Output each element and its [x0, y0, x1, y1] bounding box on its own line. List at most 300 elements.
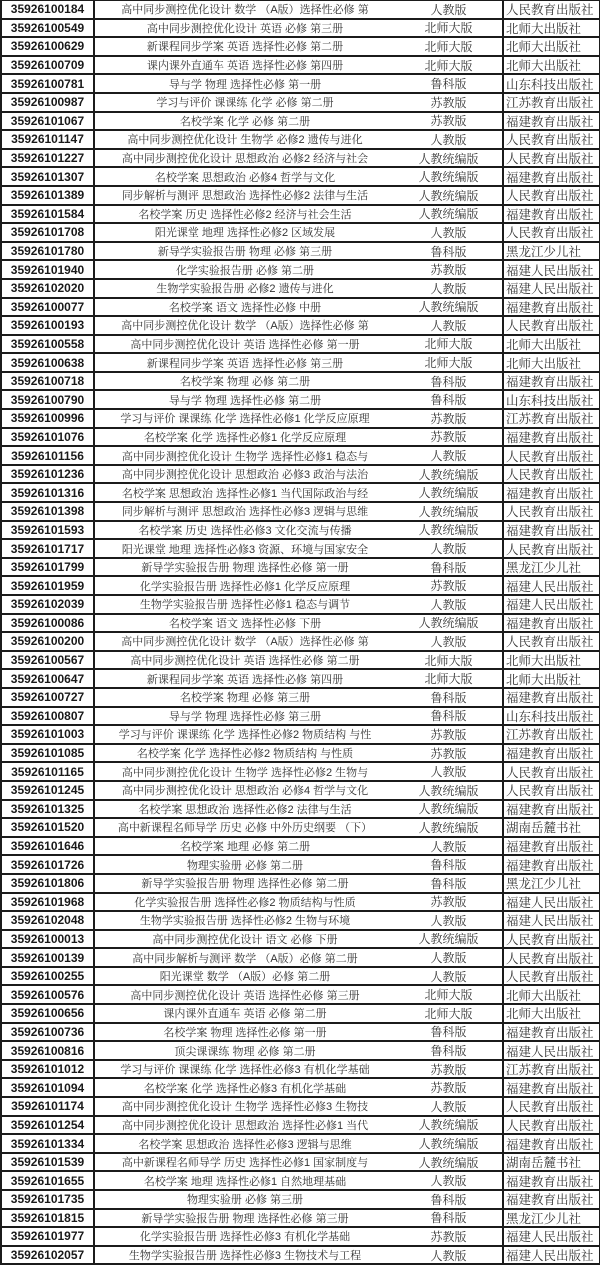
book-id-cell: 35926101389 — [0, 187, 95, 204]
book-version-cell: 人教版 — [430, 449, 467, 464]
book-title-cell: 新课程同步学案 英语 选择性必修 第二册 — [146, 41, 344, 54]
book-title-cell: 化学实验报告册 选择性必修3 有机化学基础 — [139, 1231, 351, 1244]
publisher-cell: 人民教育出版社 — [502, 633, 599, 650]
book-title-cell: 高中同步测控优化设计 生物学 选择性必修2 生物与 — [121, 766, 369, 779]
book-version-cell: 苏教版 — [430, 95, 467, 110]
publisher-cell: 人民教育出版社 — [502, 224, 599, 241]
book-version-cell: 鲁科版 — [430, 77, 467, 92]
table-row — [0, 1061, 599, 1080]
table-row — [0, 559, 599, 578]
publisher-cell: 福建教育出版社 — [502, 168, 599, 185]
table-row — [0, 615, 599, 634]
book-id-cell: 35926100647 — [0, 670, 95, 687]
table-row — [0, 801, 599, 820]
book-title-cell: 导与学 物理 选择性必修 第二册 — [168, 394, 322, 407]
book-id-cell: 35926101520 — [0, 819, 95, 836]
table-row — [0, 410, 599, 429]
table-row — [0, 75, 599, 94]
table-row — [0, 243, 599, 262]
table-row — [0, 466, 599, 485]
book-version-cell: 鲁科版 — [430, 690, 467, 705]
book-version-cell: 人教统编版 — [418, 170, 479, 185]
table-row — [0, 968, 599, 987]
publisher-cell: 人民教育出版社 — [502, 949, 599, 966]
table-row — [0, 856, 599, 875]
table-row — [0, 1135, 599, 1154]
book-title-cell: 名校学案 地理 必修 第二册 — [179, 841, 311, 854]
book-title-cell: 阳光课堂 地理 选择性必修2 区域发展 — [154, 227, 336, 240]
publisher-cell: 福建教育出版社 — [502, 801, 599, 818]
book-version-cell: 苏教版 — [430, 1062, 467, 1077]
publisher-cell: 人民教育出版社 — [502, 763, 599, 780]
book-title-cell: 高中同步测控优化设计 英语 选择性必修 第三册 — [130, 989, 360, 1002]
book-title-cell: 高中同步测控优化设计 生物学 必修2 遗传与进化 — [127, 134, 363, 147]
publisher-cell: 人民教育出版社 — [502, 968, 599, 985]
book-version-cell: 人教统编版 — [418, 616, 479, 631]
book-id-cell: 35926101236 — [0, 466, 95, 483]
book-id-cell: 35926101325 — [0, 801, 95, 818]
publisher-cell: 江苏教育出版社 — [502, 1061, 599, 1078]
book-version-cell: 苏教版 — [430, 430, 467, 445]
table-row — [0, 1098, 599, 1117]
book-version-cell: 人教版 — [430, 839, 467, 854]
book-version-cell: 人教统编版 — [418, 188, 479, 203]
table-row — [0, 1172, 599, 1191]
publisher-cell: 北师大出版社 — [502, 670, 599, 687]
book-version-cell: 鲁科版 — [430, 1044, 467, 1059]
table-row — [0, 280, 599, 299]
book-id-cell: 35926100193 — [0, 317, 95, 334]
table-row — [0, 1154, 599, 1173]
book-title-cell: 高中同步测控优化设计 英语 选择性必修 第二册 — [130, 655, 360, 668]
book-id-cell: 35926101254 — [0, 1117, 95, 1134]
book-title-cell: 高中同步测控优化设计 数学 （A版）选择性必修 第 — [121, 4, 369, 17]
table-row — [0, 540, 599, 559]
table-row — [0, 949, 599, 968]
book-id-cell: 35926100781 — [0, 75, 95, 92]
book-version-cell: 人教版 — [430, 225, 467, 240]
publisher-cell: 福建教育出版社 — [502, 856, 599, 873]
book-id-cell: 35926100790 — [0, 391, 95, 408]
publisher-cell: 福建教育出版社 — [502, 522, 599, 539]
book-title-cell: 生物学实验报告册 选择性必修3 生物技术与工程 — [128, 1250, 362, 1263]
book-version-cell: 人教版 — [430, 1099, 467, 1114]
publisher-cell: 人民教育出版社 — [502, 782, 599, 799]
book-title-cell: 名校学案 思想政治 选择性必修2 法律与生活 — [138, 803, 352, 816]
book-title-cell: 物理实验册 必修 第二册 — [186, 859, 304, 872]
book-title-cell: 高中同步测控优化设计 数学 （A版）选择性必修 第 — [121, 320, 369, 333]
publisher-cell: 福建教育出版社 — [502, 615, 599, 632]
publisher-cell: 北师大出版社 — [502, 652, 599, 669]
table-row — [0, 912, 599, 931]
book-version-cell: 人教统编版 — [418, 207, 479, 222]
table-row — [0, 1247, 599, 1264]
book-id-cell: 35926100816 — [0, 1042, 95, 1059]
table-row — [0, 206, 599, 225]
publisher-cell: 江苏教育出版社 — [502, 726, 599, 743]
publisher-cell: 黑龙江少儿社 — [502, 1210, 599, 1227]
table-row — [0, 354, 599, 373]
publisher-cell: 福建教育出版社 — [502, 1135, 599, 1152]
book-version-cell: 人教版 — [430, 597, 467, 612]
book-id-cell: 35926101584 — [0, 206, 95, 223]
book-title-cell: 学习与评价 课课练 化学 必修 第二册 — [156, 97, 334, 110]
publisher-cell: 福建教育出版社 — [502, 206, 599, 223]
table-row — [0, 1, 599, 20]
book-title-cell: 名校学案 语文 选择性必修 下册 — [168, 617, 322, 630]
book-title-cell: 化学实验报告册 必修 第二册 — [175, 264, 315, 277]
book-title-cell: 名校学案 思想政治 选择性必修1 当代国际政治与经 — [121, 487, 369, 500]
book-title-cell: 阳光课堂 地理 选择性必修3 资源、环境与国家安全 — [121, 543, 369, 556]
book-title-cell: 高中新课程名师导学 历史 必修 中外历史纲要 （下） — [117, 822, 373, 835]
book-title-cell: 名校学案 化学 选择性必修3 有机化学基础 — [143, 1082, 347, 1095]
table-row — [0, 1079, 599, 1098]
publisher-cell: 人民教育出版社 — [502, 317, 599, 334]
book-id-cell: 35926101940 — [0, 261, 95, 278]
publisher-cell: 北师大出版社 — [502, 57, 599, 74]
book-title-cell: 新导学实验报告册 物理 选择性必修 第一册 — [141, 562, 349, 575]
table-row — [0, 838, 599, 857]
book-version-cell: 鲁科版 — [430, 1192, 467, 1207]
publisher-cell: 福建教育出版社 — [502, 745, 599, 762]
book-version-cell: 人教版 — [430, 281, 467, 296]
book-version-cell: 人教统编版 — [418, 467, 479, 482]
book-version-cell: 苏教版 — [430, 895, 467, 910]
table-row — [0, 1191, 599, 1210]
publisher-cell: 人民教育出版社 — [502, 150, 599, 167]
table-row — [0, 299, 599, 318]
book-id-cell: 35926101012 — [0, 1061, 95, 1078]
publisher-cell: 北师大出版社 — [502, 986, 599, 1003]
book-id-cell: 35926100576 — [0, 986, 95, 1003]
book-title-cell: 名校学案 物理 必修 第三册 — [179, 692, 311, 705]
table-row — [0, 429, 599, 448]
book-title-cell: 导与学 物理 选择性必修 第三册 — [168, 710, 322, 723]
book-id-cell: 35926101085 — [0, 745, 95, 762]
publisher-cell: 福建教育出版社 — [502, 689, 599, 706]
table-row — [0, 1042, 599, 1061]
book-title-cell: 名校学案 语文 选择性必修 中册 — [168, 301, 322, 314]
publisher-cell: 福建人民出版社 — [502, 1228, 599, 1245]
publisher-cell: 北师大出版社 — [502, 38, 599, 55]
publisher-cell: 北师大出版社 — [502, 1005, 599, 1022]
book-version-cell: 鲁科版 — [430, 393, 467, 408]
book-version-cell: 人教版 — [430, 951, 467, 966]
table-row — [0, 168, 599, 187]
book-title-cell: 化学实验报告册 选择性必修2 物质结构与性质 — [134, 896, 356, 909]
book-id-cell: 35926100807 — [0, 708, 95, 725]
book-title-cell: 名校学案 物理 选择性必修 第一册 — [163, 1026, 327, 1039]
book-title-cell: 高中同步测控优化设计 语文 必修 下册 — [152, 933, 338, 946]
table-row — [0, 484, 599, 503]
book-title-cell: 导与学 物理 选择性必修 第一册 — [168, 78, 322, 91]
book-id-cell: 35926102057 — [0, 1247, 95, 1264]
book-id-cell: 35926102020 — [0, 280, 95, 297]
publisher-cell: 福建人民出版社 — [502, 261, 599, 278]
book-version-cell: 苏教版 — [430, 1229, 467, 1244]
book-version-cell: 人教版 — [430, 318, 467, 333]
publisher-cell: 福建人民出版社 — [502, 1042, 599, 1059]
book-version-cell: 人教版 — [430, 1174, 467, 1189]
publisher-cell: 福建人民出版社 — [502, 577, 599, 594]
publisher-cell: 北师大出版社 — [502, 354, 599, 371]
book-title-cell: 新导学实验报告册 物理 必修 第三册 — [157, 246, 333, 259]
publisher-cell: 福建教育出版社 — [502, 484, 599, 501]
publisher-cell: 黑龙江少儿社 — [502, 875, 599, 892]
book-version-cell: 鲁科版 — [430, 560, 467, 575]
book-version-cell: 北师大版 — [424, 21, 473, 36]
book-id-cell: 35926101076 — [0, 429, 95, 446]
publisher-cell: 山东科技出版社 — [502, 391, 599, 408]
publisher-cell: 人民教育出版社 — [502, 1098, 599, 1115]
publisher-cell: 山东科技出版社 — [502, 708, 599, 725]
table-row — [0, 894, 599, 913]
publisher-cell: 北师大出版社 — [502, 336, 599, 353]
book-version-cell: 北师大版 — [424, 39, 473, 54]
book-id-cell: 35926100255 — [0, 968, 95, 985]
publisher-cell: 福建教育出版社 — [502, 1172, 599, 1189]
book-version-cell: 人教统编版 — [418, 486, 479, 501]
book-version-cell: 北师大版 — [424, 58, 473, 73]
book-version-cell: 北师大版 — [424, 1006, 473, 1021]
table-row — [0, 652, 599, 671]
book-id-cell: 35926101174 — [0, 1098, 95, 1115]
book-id-cell: 35926101539 — [0, 1154, 95, 1171]
book-id-cell: 35926101717 — [0, 540, 95, 557]
book-id-cell: 35926100086 — [0, 615, 95, 632]
book-title-cell: 物理实验册 必修 第三册 — [186, 1194, 304, 1207]
book-id-cell: 35926101398 — [0, 503, 95, 520]
book-id-cell: 35926100996 — [0, 410, 95, 427]
book-title-cell: 同步解析与测评 思想政治 选择性必修3 逻辑与思维 — [121, 506, 369, 519]
book-version-cell: 苏教版 — [430, 411, 467, 426]
book-title-cell: 高中同步测控优化设计 思想政治 必修4 哲学与文化 — [121, 785, 369, 798]
book-title-cell: 高中同步解析与测评 数学 （A版）必修 第二册 — [132, 952, 358, 965]
publisher-cell: 福建教育出版社 — [502, 1024, 599, 1041]
book-version-cell: 人教版 — [430, 765, 467, 780]
book-title-cell: 化学实验报告册 选择性必修1 化学反应原理 — [139, 580, 351, 593]
book-title-cell: 新导学实验报告册 物理 选择性必修 第三册 — [141, 1212, 349, 1225]
publisher-cell: 福建教育出版社 — [502, 838, 599, 855]
book-version-cell: 北师大版 — [424, 356, 473, 371]
book-title-cell: 学习与评价 课课练 化学 选择性必修2 物质结构 与性 — [118, 729, 372, 742]
book-id-cell: 35926100629 — [0, 38, 95, 55]
book-version-cell: 人教版 — [430, 1248, 467, 1263]
book-id-cell: 35926101708 — [0, 224, 95, 241]
publisher-cell: 湖南岳麓书社 — [502, 819, 599, 836]
book-title-cell: 生物学实验报告册 选择性必修2 生物与环境 — [139, 915, 351, 928]
book-title-cell: 学习与评价 课课练 化学 选择性必修3 有机化学基础 — [120, 1064, 370, 1077]
publisher-cell: 山东科技出版社 — [502, 75, 599, 92]
book-version-cell: 人教统编版 — [418, 504, 479, 519]
book-version-cell: 人教版 — [430, 132, 467, 147]
table-row — [0, 1117, 599, 1136]
book-id-cell: 35926101307 — [0, 168, 95, 185]
table-row — [0, 94, 599, 113]
table-row — [0, 726, 599, 745]
book-version-cell: 鲁科版 — [430, 709, 467, 724]
book-title-cell: 高中同步测控优化设计 思想政治 选择性必修1 当代 — [121, 1119, 369, 1132]
book-title-cell: 高中同步测控优化设计 数学 （A版）选择性必修 第 — [121, 636, 369, 649]
book-version-cell: 人教统编版 — [418, 1137, 479, 1152]
book-version-cell: 鲁科版 — [430, 1025, 467, 1040]
book-version-cell: 人教统编版 — [418, 523, 479, 538]
book-id-cell: 35926100558 — [0, 336, 95, 353]
publisher-cell: 人民教育出版社 — [502, 540, 599, 557]
book-version-cell: 北师大版 — [424, 653, 473, 668]
book-title-cell: 名校学案 化学 选择性必修1 化学反应原理 — [143, 431, 347, 444]
book-id-cell: 35926100200 — [0, 633, 95, 650]
table-row — [0, 1228, 599, 1247]
book-title-cell: 新课程同步学案 英语 选择性必修 第三册 — [146, 357, 344, 370]
book-title-cell: 顶尖课课练 物理 必修 第二册 — [174, 1045, 316, 1058]
table-row — [0, 503, 599, 522]
book-id-cell: 35926101147 — [0, 131, 95, 148]
book-id-cell: 35926100709 — [0, 57, 95, 74]
table-row — [0, 336, 599, 355]
book-version-cell: 人教版 — [430, 2, 467, 17]
publisher-cell: 人民教育出版社 — [502, 931, 599, 948]
publisher-cell: 黑龙江少儿社 — [502, 559, 599, 576]
table-row — [0, 1005, 599, 1024]
book-version-cell: 人教统编版 — [418, 1118, 479, 1133]
publisher-cell: 人民教育出版社 — [502, 447, 599, 464]
table-row — [0, 1024, 599, 1043]
book-title-cell: 名校学案 历史 选择性必修3 文化交流与传播 — [138, 524, 352, 537]
book-title-cell: 名校学案 地理 选择性必修1 自然地理基础 — [143, 1175, 347, 1188]
book-id-cell: 35926101165 — [0, 763, 95, 780]
table-row — [0, 596, 599, 615]
book-title-cell: 新课程同步学案 英语 选择性必修 第四册 — [146, 673, 344, 686]
table-row — [0, 317, 599, 336]
table-row — [0, 57, 599, 76]
publisher-cell: 湖南岳麓书社 — [502, 1154, 599, 1171]
book-id-cell: 35926102039 — [0, 596, 95, 613]
book-version-cell: 鲁科版 — [430, 1211, 467, 1226]
book-id-cell: 35926101156 — [0, 447, 95, 464]
table-row — [0, 819, 599, 838]
table-row — [0, 522, 599, 541]
book-version-cell: 北师大版 — [424, 672, 473, 687]
book-version-cell: 苏教版 — [430, 727, 467, 742]
book-title-cell: 新导学实验报告册 物理 选择性必修 第二册 — [141, 878, 349, 891]
book-id-cell: 35926100987 — [0, 94, 95, 111]
table-row — [0, 224, 599, 243]
book-id-cell: 35926101968 — [0, 894, 95, 911]
book-version-cell: 人教版 — [430, 542, 467, 557]
book-title-cell: 课内课外直通车 英语 选择性必修 第四册 — [146, 60, 344, 73]
book-id-cell: 35926100184 — [0, 1, 95, 18]
book-id-cell: 35926101227 — [0, 150, 95, 167]
book-title-cell: 生物学实验报告册 必修2 遗传与进化 — [156, 283, 334, 296]
book-title-cell: 阳光课堂 数学 （A版）必修 第二册 — [159, 971, 331, 984]
book-title-cell: 名校学案 思想政治 必修4 哲学与文化 — [154, 171, 336, 184]
book-id-cell: 35926101726 — [0, 856, 95, 873]
publisher-cell: 福建教育出版社 — [502, 1191, 599, 1208]
publisher-cell: 福建教育出版社 — [502, 299, 599, 316]
table-row — [0, 447, 599, 466]
publisher-cell: 福建教育出版社 — [502, 1079, 599, 1096]
table-row — [0, 113, 599, 132]
book-id-cell: 35926100567 — [0, 652, 95, 669]
table-row — [0, 745, 599, 764]
book-version-cell: 鲁科版 — [430, 374, 467, 389]
book-version-cell: 北师大版 — [424, 337, 473, 352]
table-row — [0, 633, 599, 652]
book-version-cell: 苏教版 — [430, 746, 467, 761]
book-id-cell: 35926101806 — [0, 875, 95, 892]
book-title-cell: 学习与评价 课课练 化学 选择性必修1 化学反应原理 — [120, 413, 370, 426]
book-id-cell: 35926100139 — [0, 949, 95, 966]
publisher-cell: 人民教育出版社 — [502, 131, 599, 148]
table-row — [0, 131, 599, 150]
book-title-cell: 高中新课程名师导学 历史 选择性必修1 国家制度与 — [121, 1157, 369, 1170]
book-id-cell: 35926100077 — [0, 299, 95, 316]
book-id-cell: 35926101959 — [0, 577, 95, 594]
publisher-cell: 人民教育出版社 — [502, 503, 599, 520]
book-title-cell: 高中同步测控优化设计 生物学 选择性必修3 生物技 — [121, 1101, 369, 1114]
table-row — [0, 782, 599, 801]
book-id-cell: 35926101593 — [0, 522, 95, 539]
book-title-cell: 名校学案 化学 选择性必修2 物质结构 与性质 — [136, 748, 354, 761]
book-title-cell: 同步解析与测评 思想政治 选择性必修2 法律与生活 — [121, 190, 369, 203]
book-version-cell: 苏教版 — [430, 263, 467, 278]
publisher-cell: 福建教育出版社 — [502, 429, 599, 446]
table-row — [0, 931, 599, 950]
book-version-cell: 人教统编版 — [418, 1155, 479, 1170]
publisher-cell: 北师大出版社 — [502, 20, 599, 37]
book-version-cell: 人教统编版 — [418, 783, 479, 798]
book-id-cell: 35926101094 — [0, 1079, 95, 1096]
book-version-cell: 人教版 — [430, 913, 467, 928]
book-id-cell: 35926101245 — [0, 782, 95, 799]
book-title-cell: 名校学案 思想政治 选择性必修3 逻辑与思维 — [138, 1138, 352, 1151]
book-id-cell: 35926101003 — [0, 726, 95, 743]
table-row — [0, 261, 599, 280]
book-version-cell: 苏教版 — [430, 114, 467, 129]
book-id-cell: 35926101815 — [0, 1210, 95, 1227]
book-id-cell: 35926101067 — [0, 113, 95, 130]
book-title-cell: 高中同步测控优化设计 思想政治 必修2 经济与社会 — [121, 153, 369, 166]
table-row — [0, 1210, 599, 1229]
table-row — [0, 986, 599, 1005]
publisher-cell: 江苏教育出版社 — [502, 410, 599, 427]
book-version-cell: 人教统编版 — [418, 932, 479, 947]
publisher-cell: 福建教育出版社 — [502, 113, 599, 130]
publisher-cell: 黑龙江少儿社 — [502, 243, 599, 260]
book-version-cell: 鲁科版 — [430, 244, 467, 259]
book-id-cell: 35926102048 — [0, 912, 95, 929]
table-row — [0, 577, 599, 596]
publisher-cell: 福建教育出版社 — [502, 373, 599, 390]
book-title-cell: 课内课外直通车 英语 必修 第二册 — [163, 1008, 327, 1021]
table-row — [0, 708, 599, 727]
book-id-cell: 35926101799 — [0, 559, 95, 576]
book-version-cell: 人教统编版 — [418, 802, 479, 817]
book-id-cell: 35926100656 — [0, 1005, 95, 1022]
book-title-cell: 名校学案 历史 选择性必修2 经济与社会生活 — [138, 208, 352, 221]
publisher-cell: 江苏教育出版社 — [502, 94, 599, 111]
book-id-cell: 35926100727 — [0, 689, 95, 706]
book-version-cell: 鲁科版 — [430, 858, 467, 873]
book-version-cell: 北师大版 — [424, 988, 473, 1003]
book-id-cell: 35926100549 — [0, 20, 95, 37]
table-row — [0, 875, 599, 894]
book-version-cell: 人教统编版 — [418, 151, 479, 166]
table-row — [0, 38, 599, 57]
book-title-cell: 高中同步测控优化设计 生物学 选择性必修1 稳态与 — [121, 450, 369, 463]
table-row — [0, 373, 599, 392]
